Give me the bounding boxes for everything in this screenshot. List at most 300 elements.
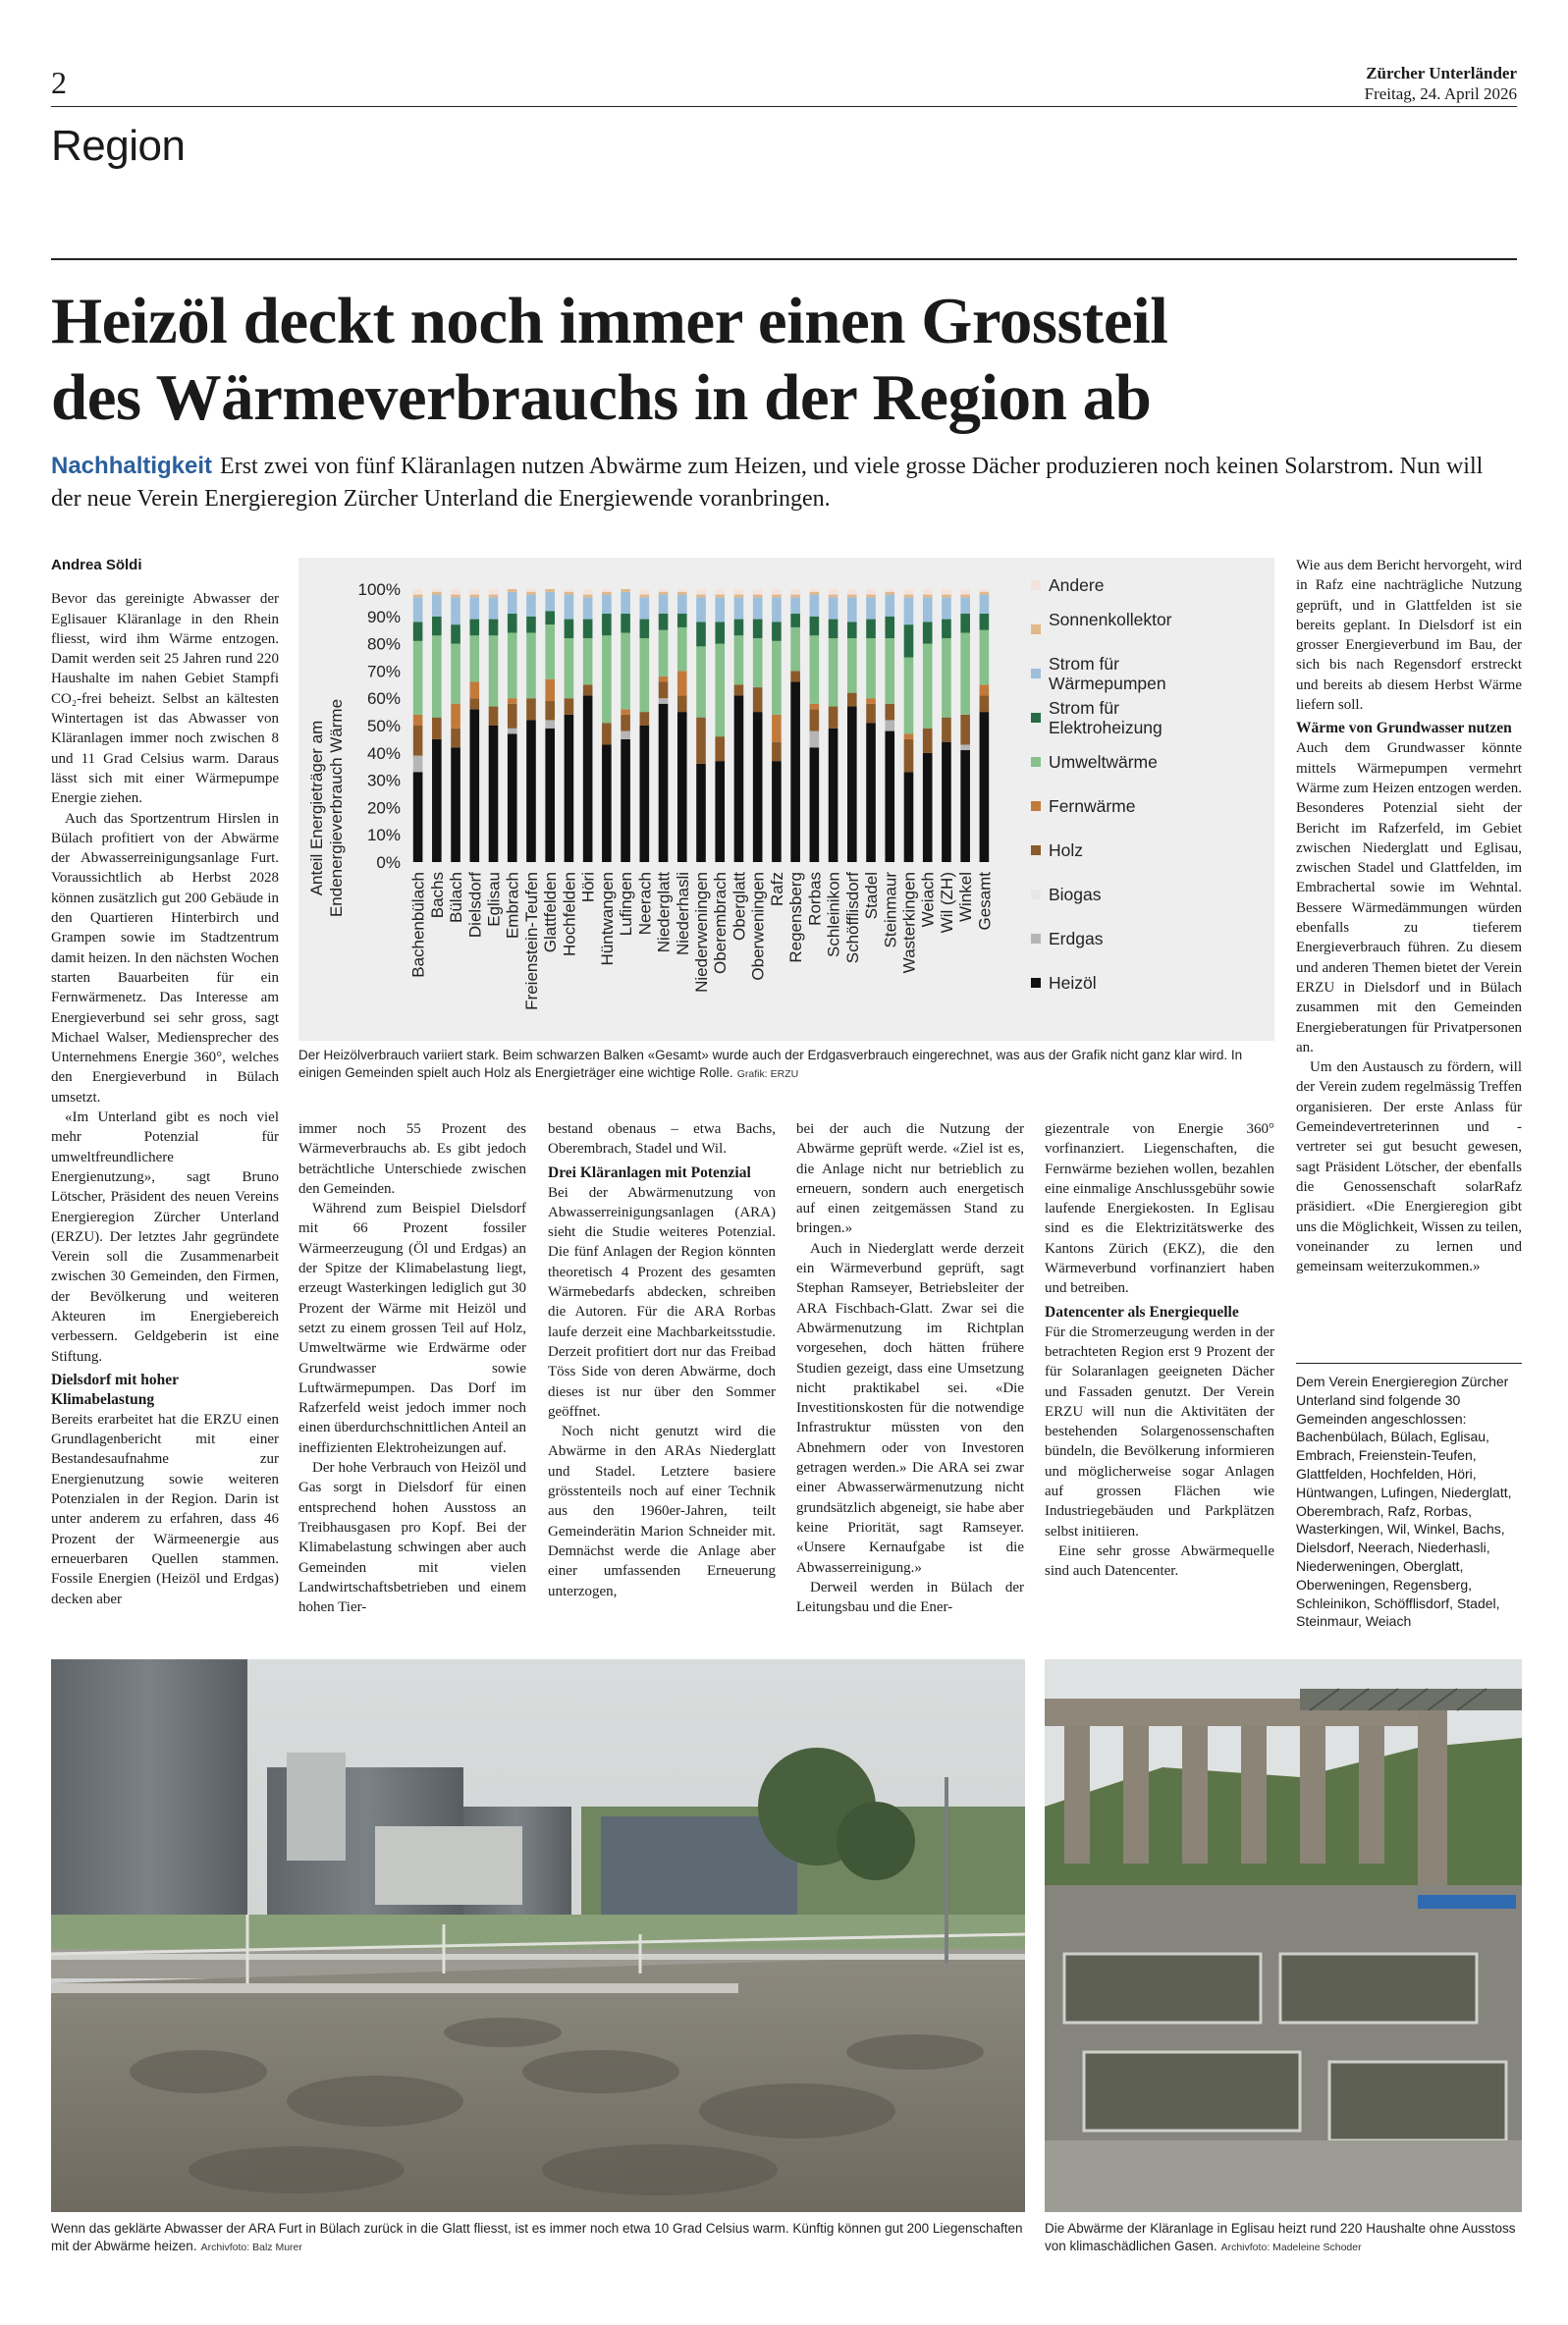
legend-label: Elektroheizung [1049, 718, 1162, 737]
y-axis-label [307, 699, 346, 917]
bar-segment [621, 715, 630, 731]
bar-segment [715, 644, 725, 737]
bar-segment [734, 695, 744, 862]
bar-segment [696, 718, 706, 764]
bar-segment [734, 597, 744, 619]
bar-segment [432, 635, 442, 717]
bar-segment [489, 635, 499, 706]
bar-segment [904, 589, 914, 595]
photo-ara-furt-illustration [51, 1659, 1025, 2212]
bar-segment [602, 614, 612, 635]
y-tick-label: 70% [366, 662, 401, 681]
bar-segment [621, 589, 630, 592]
bar-segment [866, 589, 876, 595]
bar-segment [545, 720, 555, 728]
bar-segment [583, 695, 593, 862]
bar-segment [659, 630, 669, 676]
bar-segment [980, 614, 990, 630]
bar-segment [432, 617, 442, 635]
bar-segment [640, 597, 650, 619]
legend-swatch [1031, 801, 1041, 811]
bar-segment [715, 597, 725, 622]
bar-segment [640, 712, 650, 726]
bar-segment [602, 589, 612, 592]
bar-segment [602, 592, 612, 595]
paragraph: Um den Austausch zu fördern, will der Verein zudem regelmässig Treffen organisieren. Der erste Anlass für Gemeindevertreterinnen und -vertreter sei gut besucht gewesen, sagt Präsident Lötscher, der ebenfalls die Genossenschaft solarRafz präsidiert. «Die Energieregion gibt uns die Möglichkeit, Wissen zu teilen, voneinander zu lernen und gemeinsam weiterzukommen.» [1296, 1059, 1522, 1275]
bar-segment [677, 592, 687, 595]
bar-segment [526, 720, 536, 862]
bar-segment [469, 682, 479, 699]
bar-segment [489, 707, 499, 726]
bar-segment [565, 698, 574, 715]
bar-segment [413, 726, 423, 756]
x-tick-label: Winkel [956, 872, 976, 923]
bar-segment [960, 614, 970, 632]
bar-segment [715, 595, 725, 598]
photo1-caption [51, 2220, 1025, 2256]
bar-segment [545, 611, 555, 624]
lead-text: Erst zwei von fünf Kläranlagen nutzen Abwärme zum Heizen, und viele grosse Dächer produzieren noch keinen Solarstrom. Nun will der neue Verein Energieregion Zürcher Unterland die Energiewende voranbringen. [51, 454, 1484, 512]
bar-segment [451, 624, 460, 643]
kicker: Nachhaltigkeit [51, 453, 213, 479]
bar-segment [829, 620, 838, 638]
photo1-caption-text: Wenn das geklärte Abwasser der ARA Furt in Bülach zurück in die Glatt fliesst, ist es immer noch etwa 10 Grad Celsius warm. Künftig können gut 200 Liegenschaften mit der Abwärme heizen. [51, 2221, 1023, 2253]
bar-segment [659, 589, 669, 592]
photo-ara-furt [51, 1659, 1025, 2212]
bar-segment [810, 704, 820, 710]
bar-segment [659, 704, 669, 862]
bar-segment [772, 589, 782, 595]
bar-segment [753, 638, 763, 687]
legend-swatch [1031, 934, 1041, 944]
newspaper-masthead [1365, 63, 1517, 104]
bar-segment [621, 731, 630, 739]
bar-segment [923, 597, 933, 622]
paragraph: Noch nicht genutzt wird die Abwärme in den ARAs Niederglatt und Stadel. Letztere basiere grösstenteils noch auf einer Technik aus den 1960er-Jahren, teilt Gemeinderätin Marion Schneider mit. Demnächst werde die Anlage aber einer umfassenden Erneuerung unterzogen, [548, 1424, 776, 1599]
photo-ara-eglisau-illustration [1045, 1659, 1522, 2212]
newspaper-name: Zürcher Unterländer [1366, 64, 1517, 82]
bar-segment [526, 632, 536, 698]
bar-segment [413, 641, 423, 715]
paragraph: Eine sehr grosse Abwärmequelle sind auch Datencenter. [1045, 1542, 1274, 1580]
bar-segment [640, 726, 650, 862]
bar-segment [942, 638, 951, 718]
bar-segment [810, 617, 820, 635]
subheading: Wärme von Grundwasser nutzen [1296, 720, 1512, 737]
headline-rule [51, 258, 1517, 260]
bar-segment [413, 597, 423, 622]
legend-label: Wärmepumpen [1049, 674, 1166, 693]
paragraph: Bereits erarbeitet hat die ERZU einen Grundlagenbericht mit einer Bestandesaufnahme zur Energienutzung sowie weiteren Potenzialen in der Region. Darin ist unter anderem zu erfahren, dass 46 Prozent der Wärmeenergie aus erneuerbaren Quellen stammen. Fossile Energien (Heizöl und Erdgas) decken aber [51, 1411, 279, 1607]
bar-segment [923, 729, 933, 753]
bar-segment [677, 595, 687, 614]
paragraph: Für die Stromerzeugung werden in der betrachteten Region erst 9 Prozent der für Solaranlagen geeigneten Dächer und Fassaden genutzt. Der Verein ERZU will nun die Aktivitäten der bestehenden Solargenossenschaften bündeln, die Bevölkerung informieren und möglicherweise sogar Anlagen auf grossen Flächen wie Industriegebäuden und Parkplätzen selbst initiieren. [1045, 1324, 1274, 1540]
bar-segment [847, 595, 857, 598]
bar-segment [621, 614, 630, 632]
bar-segment [565, 589, 574, 592]
bar-segment [583, 620, 593, 638]
bar-segment [904, 595, 914, 598]
bar-segment [885, 592, 894, 595]
bar-segment [753, 620, 763, 638]
bar-segment [980, 592, 990, 595]
bar-segment [432, 718, 442, 739]
bar-segment [772, 641, 782, 715]
bar-segment [904, 624, 914, 657]
photo1-credit: Archivfoto: Balz Murer [200, 2242, 302, 2253]
bar-segment [526, 617, 536, 633]
bar-segment [980, 684, 990, 695]
bar-segment [772, 761, 782, 862]
bar-segment [904, 597, 914, 624]
x-tick-label: Schöfflisdorf [842, 872, 862, 964]
chart-credit: Grafik: ERZU [736, 1068, 799, 1080]
author: Andrea Söldi [51, 557, 142, 573]
bar-segment [508, 614, 517, 632]
x-tick-label: Schleinikon [824, 872, 843, 957]
bar-segment [942, 742, 951, 862]
headline-line-1: Heizöl deckt noch immer einen Grossteil [51, 285, 1168, 357]
bar-segment [980, 712, 990, 862]
bar-segment [980, 595, 990, 614]
bar-segment [960, 750, 970, 862]
bar-segment [715, 622, 725, 643]
bar-segment [583, 638, 593, 684]
bar-segment [866, 597, 876, 619]
article-column-3 [548, 1119, 776, 1601]
bar-segment [451, 597, 460, 624]
bar-segment [829, 589, 838, 595]
bar-segment [432, 595, 442, 617]
x-tick-label: Neerach [635, 872, 655, 936]
bar-segment [640, 638, 650, 712]
legend-label: Sonnenkollektor [1049, 610, 1172, 629]
bar-segment [621, 739, 630, 862]
member-municipalities-box: Dem Verein Energieregion Zürcher Unterland sind folgende 30 Gemeinden angeschlossen: Bachenbülach, Bülach, Eglisau, Embrach, Freienstein-Teufen, Glattfelden, Hochfelden, Höri, Hüntwangen, Lufingen, Niederglatt, Oberembrach, Rafz, Rorbas, Wasterkingen, Wil, Winkel, Bachs, Dielsdorf, Neerach, Niederhasli, Niederweningen, Oberglatt, Oberweningen, Regensberg, Schleinikon, Schöfflisdorf, Stadel, Steinmaur, Weiach [1296, 1374, 1512, 1630]
bar-segment [469, 709, 479, 862]
x-tick-label: Steinmaur [881, 872, 900, 948]
bar-segment [980, 589, 990, 592]
bar-segment [866, 698, 876, 704]
bar-segment [960, 597, 970, 614]
section-title: Region [51, 122, 186, 170]
y-tick-label: 80% [366, 634, 401, 654]
bar-segment [489, 597, 499, 619]
bar-segment [923, 622, 933, 643]
bar-segment [753, 687, 763, 712]
bar-segment [885, 720, 894, 730]
bar-segment [545, 589, 555, 592]
bar-segment [810, 595, 820, 617]
bar-segment [677, 695, 687, 712]
bar-segment [790, 597, 800, 614]
bar-segment [413, 589, 423, 595]
bar-segment [829, 707, 838, 729]
bar-segment [734, 635, 744, 684]
subheading: Dielsdorf mit hoher Klimabelastung [51, 1371, 179, 1408]
bar-segment [659, 595, 669, 614]
x-tick-label: Eglisau [484, 872, 504, 927]
bar-segment [508, 733, 517, 862]
bar-segment [413, 622, 423, 640]
bar-segment [885, 731, 894, 862]
bar-segment [696, 597, 706, 622]
issue-date: Freitag, 24. April 2026 [1364, 84, 1517, 103]
bar-segment [847, 693, 857, 707]
y-tick-label: 10% [366, 826, 401, 845]
bar-segment [583, 595, 593, 598]
bar-segment [885, 617, 894, 638]
x-tick-label: Stadel [862, 872, 882, 920]
bar-segment [602, 744, 612, 862]
bar-segment [790, 671, 800, 681]
bar-segment [451, 644, 460, 704]
bar-segment [942, 718, 951, 742]
bar-segment [469, 620, 479, 636]
paragraph: bestand obenaus – etwa Bachs, Oberembrach, Stadel und Wil. [548, 1121, 776, 1158]
legend-swatch [1031, 580, 1041, 590]
paragraph: Der hohe Verbrauch von Heizöl und Gas sorgt in Dielsdorf für einen entsprechend hohen Ausstoss an Treibhausgasen pro Kopf. Bei der Klimabelastung schwingen aber auch Gemeinden mit vielen Landwirtschaftsbetrieben und einem hohen Tier- [298, 1460, 526, 1616]
bar-segment [923, 589, 933, 595]
bar-segment [734, 589, 744, 595]
article-column-2 [298, 1119, 526, 1617]
bar-segment [659, 676, 669, 682]
legend-label: Erdgas [1049, 929, 1104, 948]
bar-segment [960, 595, 970, 598]
legend-label: Biogas [1049, 885, 1102, 904]
bar-segment [904, 733, 914, 739]
x-tick-label: Hochfelden [560, 872, 579, 957]
bar-segment [790, 682, 800, 862]
paragraph: «Im Unterland gibt es noch viel mehr Potenzial für umweltfreundlichere Energienutzung», sagt Bruno Lötscher, Präsident des neuen Vereins Energieregion Zürcher Unterland (ERZU). Der letztes Jahr gegründete Verein soll die Zusammenarbeit zwischen 30 Gemeinden, den Firmen, der Bevölkerung und weiteren Akteuren im Energiebereich verbessern. Geldgeberin ist eine Stiftung. [51, 1109, 279, 1365]
bar-segment [753, 595, 763, 598]
x-tick-label: Oberweningen [748, 872, 768, 981]
legend-label: Strom für [1049, 698, 1119, 718]
x-tick-label: Dielsdorf [465, 872, 485, 939]
y-tick-label: 60% [366, 689, 401, 709]
legend-swatch [1031, 669, 1041, 678]
x-tick-label: Niederweningen [692, 872, 711, 993]
x-tick-label: Embrach [503, 872, 522, 940]
bar-segment [565, 592, 574, 595]
bar-segment [451, 595, 460, 598]
legend-label: Strom für [1049, 654, 1119, 674]
article-column-4 [796, 1119, 1024, 1617]
bar-segment [545, 679, 555, 701]
bar-segment [677, 712, 687, 862]
bar-segment [583, 684, 593, 695]
bar-segment [847, 622, 857, 638]
paragraph: immer noch 55 Prozent des Wärmeverbrauchs ab. Es gibt jedoch beträchtliche Unterschiede zwischen den Gemeinden. [298, 1121, 526, 1197]
bar-segment [960, 589, 970, 595]
y-tick-label: 100% [357, 580, 401, 599]
bar-segment [508, 589, 517, 592]
article-headline [51, 283, 1504, 436]
bar-segment [942, 620, 951, 638]
photo2-caption-text: Die Abwärme der Kläranlage in Eglisau heizt rund 220 Haushalte ohne Ausstoss von klimaschädlichen Gasen. [1045, 2221, 1516, 2253]
bar-segment [866, 595, 876, 598]
bar-segment [469, 635, 479, 681]
bar-segment [469, 597, 479, 619]
top-rule [51, 106, 1517, 107]
x-tick-label: Wasterkingen [899, 872, 919, 974]
bar-segment [565, 595, 574, 620]
bar-segment [715, 761, 725, 862]
x-tick-label: Hüntwangen [597, 872, 617, 966]
x-tick-label: Niederglatt [654, 872, 674, 953]
bar-segment [508, 632, 517, 698]
bar-segment [659, 698, 669, 704]
bar-segment [432, 589, 442, 592]
paragraph: Bevor das gereinigte Abwasser der Eglisauer Kläranlage in den Rhein fliesst, wird ihm Wärme entzogen. Damit werden seit 25 Jahren rund 220 Haushalte im nahen Gebiet Stampfi CO₂-frei beheizt. Selbst an kältesten Wintertagen ist das Abwasser von Kläranlagen immer noch zwischen 8 und 11 Grad Celsius warm. Daraus lässt sich mit einer Wärmepumpe Energie ziehen. [51, 591, 279, 807]
subheading: Datencenter als Energiequelle [1045, 1303, 1239, 1321]
bar-segment [696, 589, 706, 595]
bar-segment [923, 753, 933, 862]
legend-label: Holz [1049, 840, 1084, 860]
y-axis-label-line-2: Endenergieverbrauch Wärme [327, 698, 346, 918]
photo2-credit: Archivfoto: Madeleine Schoder [1220, 2242, 1362, 2253]
bar-segment [715, 589, 725, 595]
bar-segment [508, 704, 517, 729]
x-tick-label: Niederhasli [673, 872, 692, 956]
bar-segment [413, 715, 423, 726]
bar-segment [602, 595, 612, 614]
bar-segment [753, 597, 763, 619]
page-number: 2 [51, 65, 67, 100]
sidebar-rule [1296, 1363, 1522, 1364]
bar-segment [659, 614, 669, 630]
bar-segment [923, 644, 933, 729]
bar-segment [810, 747, 820, 862]
bar-segment [942, 595, 951, 598]
bar-segment [565, 620, 574, 638]
x-tick-label: Höri [578, 872, 598, 903]
bar-segment [829, 595, 838, 598]
paragraph: giezentrale von Energie 360° vorfinanziert. Liegenschaften, die Fernwärme beziehen wollen, bezahlen eine einmalige Anschlussgebühr sowie laufende Energiekosten. In Eglisau sind es die Elektrizitätswerke des Kantons Zürich (EKZ), die den Wärmeverbund vorfinanziert haben und betreiben. [1045, 1121, 1274, 1297]
legend-label: Umweltwärme [1049, 752, 1158, 772]
photo-ara-eglisau [1045, 1659, 1522, 2212]
bar-segment [885, 704, 894, 721]
subheading: Drei Kläranlagen mit Potenzial [548, 1163, 751, 1181]
bar-segment [602, 635, 612, 723]
article-column-6 [1296, 556, 1522, 1276]
paragraph: Derweil werden in Bülach der Leitungsbau und die Ener- [796, 1579, 1024, 1616]
bar-segment [489, 620, 499, 636]
bar-segment [489, 726, 499, 862]
bar-segment [904, 772, 914, 862]
bar-segment [829, 729, 838, 862]
bar-segment [904, 658, 914, 734]
y-tick-label: 0% [376, 853, 401, 872]
bar-segment [753, 589, 763, 595]
bar-segment [734, 684, 744, 695]
bar-segment [659, 592, 669, 595]
paragraph: Wie aus dem Bericht hervorgeht, wird in Rafz eine nachträgliche Nutzung geprüft, und in Glattfelden ist sie bereits geplant. In Dielsdorf ist ein grosser Energieverbund im Bau, der sich bis nach Regensdorf erstreckt und bereits ab diesem Herbst Wärme liefern soll. [1296, 558, 1522, 714]
legend-label: Fernwärme [1049, 796, 1136, 816]
bar-segment [980, 630, 990, 685]
bar-segment [413, 772, 423, 862]
paragraph: Auch in Niederglatt werde derzeit ein Wärmeverbund geprüft, sagt Stephan Ramseyer, Betriebsleiter der ARA Fischbach-Glatt. Zwar sei die Abwärmenutzung im Richtplan vorgesehen, doch hätten frühere Studien gezeigt, dass eine Umsetzung nicht praktikabel sei. «Die Investitionskosten für die notwendige Infrastruktur müssten von den Abnehmern oder von Investoren getragen werden.» Die ARA sei zwar einer Abwasserwärmenutzung nicht grundsätzlich abgeneigt, sie habe aber keine Priorität, sagt Ramseyer. «Unsere Kernaufgabe ist die Abwasserreinigung.» [796, 1240, 1024, 1576]
bar-segment [451, 729, 460, 747]
bar-segment [753, 712, 763, 862]
bar-segment [621, 632, 630, 709]
bar-segment [810, 635, 820, 704]
x-tick-label: Bachs [427, 872, 447, 919]
bar-segment [489, 589, 499, 595]
x-tick-label: Bülach [447, 872, 466, 923]
bar-segment [640, 589, 650, 595]
y-tick-label: 50% [366, 717, 401, 735]
bar-segment [526, 589, 536, 592]
y-tick-label: 30% [366, 771, 401, 790]
legend-label: Heizöl [1049, 973, 1097, 993]
article-lead [51, 450, 1514, 515]
bar-segment [790, 589, 800, 595]
bar-segment [469, 589, 479, 595]
legend-swatch [1031, 890, 1041, 899]
x-tick-label: Glattfelden [541, 872, 561, 953]
photo2-caption [1045, 2220, 1522, 2256]
bar-segment [545, 592, 555, 611]
chart-caption-text: Der Heizölverbrauch variiert stark. Beim schwarzen Balken «Gesamt» wurde auch der Erdgasverbrauch eingerechnet, was aus der Grafik nicht ganz klar wird. In einigen Gemeinden spielt auch Holz als Energieträger eine wichtige Rolle. [298, 1048, 1243, 1080]
bar-segment [413, 595, 423, 598]
paragraph: Auch das Sportzentrum Hirslen in Bülach profitiert von der Abwärme der Abwasserreinigungsanlage Furt. Voraussichtlich ab Herbst 2028 können zusätzlich gut 200 Gebäude in den Quartieren Hinterbirch und Grampen sowie im Stadtzentrum damit heizen. In den nächsten Wochen starten Bauarbeiten für ein Fernwärmenetz. Das Interesse am Energieverbund sei sehr gross, sagt Michael Walser, Mediensprecher des Unternehmens Energie 360°, welches den Energieverbund in Bülach umsetzt. [51, 810, 279, 1106]
legend-swatch [1031, 624, 1041, 634]
bar-segment [640, 620, 650, 638]
bar-segment [583, 597, 593, 619]
bar-segment [772, 742, 782, 761]
bar-segment [885, 595, 894, 617]
bar-segment [413, 756, 423, 773]
bar-segment [829, 638, 838, 707]
bar-segment [469, 698, 479, 709]
bar-segment [790, 614, 800, 627]
legend-swatch [1031, 713, 1041, 723]
bar-segment [810, 731, 820, 748]
bar-segment [734, 620, 744, 636]
x-tick-label: Weiach [918, 872, 938, 928]
bar-segment [790, 627, 800, 671]
bar-segment [810, 709, 820, 730]
bar-segment [810, 589, 820, 592]
bar-segment [960, 715, 970, 745]
bar-segment [772, 595, 782, 598]
y-axis-label-line-1: Anteil Energieträger am [307, 720, 326, 896]
bar-segment [960, 632, 970, 714]
article-column-5 [1045, 1119, 1274, 1582]
bar-segment [526, 595, 536, 617]
bar-segment [734, 595, 744, 598]
bar-segment [621, 592, 630, 614]
x-tick-label: Lufingen [617, 872, 636, 937]
legend-swatch [1031, 757, 1041, 767]
legend-swatch [1031, 845, 1041, 855]
bar-segment [696, 646, 706, 717]
paragraph: bei der auch die Nutzung der Abwärme geprüft werde. «Ziel ist es, die Anlage nicht nur betrieblich zu erneuern, sondern auch energetisch auf einen zeitgemässen Stand zu bringen.» [796, 1121, 1024, 1237]
x-tick-label: Freienstein-Teufen [521, 872, 541, 1010]
bar-segment [696, 595, 706, 598]
bar-segment [866, 620, 876, 638]
bar-segment [677, 671, 687, 695]
bar-segment [526, 592, 536, 595]
bar-segment [885, 589, 894, 592]
bar-segment [451, 704, 460, 729]
bar-segment [565, 638, 574, 698]
bar-segment [640, 595, 650, 598]
x-tick-label: Rorbas [805, 872, 825, 926]
bar-segment [810, 592, 820, 595]
bar-segment [677, 627, 687, 671]
